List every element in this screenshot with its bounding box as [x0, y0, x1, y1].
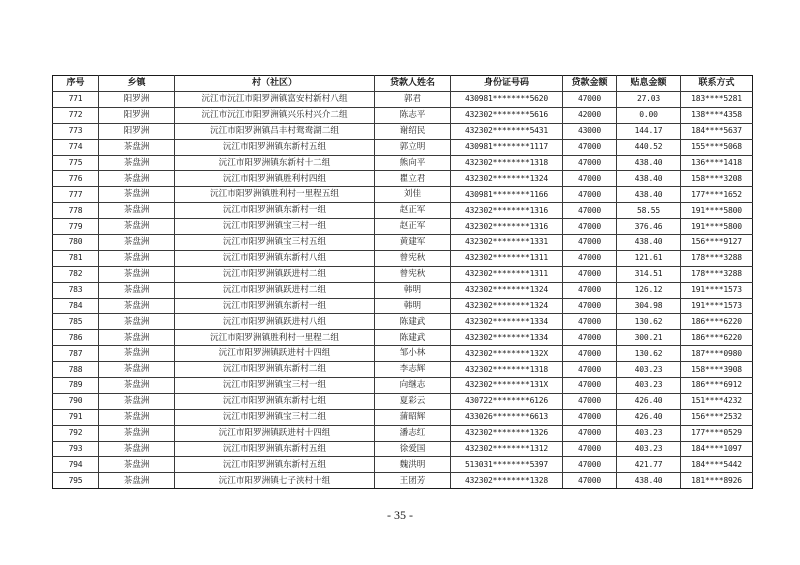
- loan-amount-cell: 47000: [563, 92, 617, 108]
- loan-amount-cell: 42000: [563, 107, 617, 123]
- seq-cell: 784: [53, 298, 99, 314]
- village-cell: 沅江市阳罗洲镇跃进村十四组: [175, 346, 375, 362]
- borrower-cell: 陈建武: [375, 330, 451, 346]
- town-cell: 茶盘洲: [99, 266, 175, 282]
- contact-cell: 186****6220: [681, 330, 753, 346]
- borrower-cell: 徐爱国: [375, 441, 451, 457]
- table-row: [53, 187, 753, 203]
- village-cell: 沅江市阳罗洲镇东新村五组: [175, 139, 375, 155]
- borrower-cell: 韩明: [375, 298, 451, 314]
- borrower-cell: 魏洪明: [375, 457, 451, 473]
- seq-cell: 789: [53, 378, 99, 394]
- table-row: [53, 171, 753, 187]
- town-cell: 阳罗洲: [99, 107, 175, 123]
- contact-cell: 177****1652: [681, 187, 753, 203]
- contact-cell: 156****2532: [681, 409, 753, 425]
- table-header-row: [53, 76, 753, 92]
- village-cell: 沅江市沅江市阳罗洲镇富安村新村八组: [175, 92, 375, 108]
- header-col-loan-amount: 贷款金额: [563, 76, 617, 92]
- subsidy-amount-cell: 426.40: [617, 409, 681, 425]
- header-col-seq: 序号: [53, 76, 99, 92]
- table-row: [53, 235, 753, 251]
- village-cell: 沅江市阳罗洲镇跃进村十四组: [175, 425, 375, 441]
- subsidy-amount-cell: 0.00: [617, 107, 681, 123]
- table-row: [53, 314, 753, 330]
- loan-amount-cell: 47000: [563, 266, 617, 282]
- village-cell: 沅江市阳罗洲镇七子浃村十组: [175, 473, 375, 489]
- contact-cell: 156****9127: [681, 235, 753, 251]
- town-cell: 茶盘洲: [99, 393, 175, 409]
- seq-cell: 779: [53, 219, 99, 235]
- header-col-borrower: 贷款人姓名: [375, 76, 451, 92]
- subsidy-amount-cell: 403.23: [617, 425, 681, 441]
- id-number-cell: 432302********1311: [451, 250, 563, 266]
- loan-amount-cell: 47000: [563, 393, 617, 409]
- seq-cell: 774: [53, 139, 99, 155]
- loan-amount-cell: 47000: [563, 441, 617, 457]
- seq-cell: 795: [53, 473, 99, 489]
- table-row: [53, 219, 753, 235]
- table-row: [53, 346, 753, 362]
- header-col-id-number: 身份证号码: [451, 76, 563, 92]
- subsidy-amount-cell: 403.23: [617, 441, 681, 457]
- village-cell: 沅江市阳罗洲镇宝三村一组: [175, 378, 375, 394]
- loan-amount-cell: 47000: [563, 425, 617, 441]
- subsidy-amount-cell: 438.40: [617, 187, 681, 203]
- table-body: [53, 92, 753, 489]
- table-row: [53, 107, 753, 123]
- subsidy-amount-cell: 426.40: [617, 393, 681, 409]
- town-cell: 茶盘洲: [99, 409, 175, 425]
- contact-cell: 158****3908: [681, 362, 753, 378]
- village-cell: 沅江市阳罗洲镇宝三村二组: [175, 409, 375, 425]
- table-row: [53, 362, 753, 378]
- subsidy-amount-cell: 403.23: [617, 362, 681, 378]
- seq-cell: 791: [53, 409, 99, 425]
- town-cell: 茶盘洲: [99, 441, 175, 457]
- id-number-cell: 430981********1117: [451, 139, 563, 155]
- town-cell: 阳罗洲: [99, 92, 175, 108]
- subsidy-amount-cell: 376.46: [617, 219, 681, 235]
- id-number-cell: 432302********1334: [451, 330, 563, 346]
- town-cell: 茶盘洲: [99, 457, 175, 473]
- contact-cell: 178****3288: [681, 250, 753, 266]
- borrower-cell: 向继志: [375, 378, 451, 394]
- borrower-cell: 陈建武: [375, 314, 451, 330]
- subsidy-amount-cell: 440.52: [617, 139, 681, 155]
- subsidy-amount-cell: 58.55: [617, 203, 681, 219]
- town-cell: 茶盘洲: [99, 139, 175, 155]
- town-cell: 茶盘洲: [99, 250, 175, 266]
- table-row: [53, 409, 753, 425]
- town-cell: 茶盘洲: [99, 346, 175, 362]
- borrower-cell: 蒲昭辉: [375, 409, 451, 425]
- loan-amount-cell: 47000: [563, 282, 617, 298]
- borrower-cell: 赵正军: [375, 203, 451, 219]
- town-cell: 茶盘洲: [99, 171, 175, 187]
- seq-cell: 771: [53, 92, 99, 108]
- table-row: [53, 378, 753, 394]
- contact-cell: 183****5281: [681, 92, 753, 108]
- borrower-cell: 潘志红: [375, 425, 451, 441]
- id-number-cell: 432302********1318: [451, 155, 563, 171]
- subsidy-amount-cell: 130.62: [617, 314, 681, 330]
- table-row: [53, 330, 753, 346]
- id-number-cell: 430981********1166: [451, 187, 563, 203]
- header-col-town: 乡镇: [99, 76, 175, 92]
- loan-amount-cell: 47000: [563, 235, 617, 251]
- id-number-cell: 432302********1316: [451, 203, 563, 219]
- subsidy-amount-cell: 438.40: [617, 473, 681, 489]
- borrower-cell: 刘佳: [375, 187, 451, 203]
- village-cell: 沅江市阳罗洲镇宝三村五组: [175, 235, 375, 251]
- table-row: [53, 250, 753, 266]
- table-row: [53, 266, 753, 282]
- village-cell: 沅江市阳罗洲镇东新村五组: [175, 457, 375, 473]
- borrower-cell: 曾宪秋: [375, 250, 451, 266]
- loan-subsidy-table: [52, 75, 753, 489]
- seq-cell: 793: [53, 441, 99, 457]
- table-row: [53, 425, 753, 441]
- contact-cell: 177****0529: [681, 425, 753, 441]
- borrower-cell: 赵正军: [375, 219, 451, 235]
- table-row: [53, 282, 753, 298]
- id-number-cell: 432302********1331: [451, 235, 563, 251]
- subsidy-amount-cell: 421.77: [617, 457, 681, 473]
- town-cell: 茶盘洲: [99, 425, 175, 441]
- loan-amount-cell: 47000: [563, 139, 617, 155]
- village-cell: 沅江市阳罗洲镇东新村一组: [175, 203, 375, 219]
- town-cell: 阳罗洲: [99, 123, 175, 139]
- subsidy-amount-cell: 27.03: [617, 92, 681, 108]
- id-number-cell: 432302********1316: [451, 219, 563, 235]
- loan-amount-cell: 47000: [563, 473, 617, 489]
- borrower-cell: 郭君: [375, 92, 451, 108]
- subsidy-amount-cell: 130.62: [617, 346, 681, 362]
- borrower-cell: 郭立明: [375, 139, 451, 155]
- village-cell: 沅江市阳罗洲镇宝三村一组: [175, 219, 375, 235]
- village-cell: 沅江市阳罗洲镇东新村五组: [175, 441, 375, 457]
- village-cell: 沅江市阳罗洲镇东新村一组: [175, 298, 375, 314]
- seq-cell: 786: [53, 330, 99, 346]
- village-cell: 沅江市阳罗洲镇跃进村八组: [175, 314, 375, 330]
- subsidy-amount-cell: 438.40: [617, 235, 681, 251]
- id-number-cell: 432302********1324: [451, 298, 563, 314]
- contact-cell: 187****0980: [681, 346, 753, 362]
- subsidy-amount-cell: 314.51: [617, 266, 681, 282]
- loan-amount-cell: 43000: [563, 123, 617, 139]
- town-cell: 茶盘洲: [99, 362, 175, 378]
- id-number-cell: 430981********5620: [451, 92, 563, 108]
- seq-cell: 788: [53, 362, 99, 378]
- loan-amount-cell: 47000: [563, 298, 617, 314]
- loan-amount-cell: 47000: [563, 409, 617, 425]
- table-row: [53, 123, 753, 139]
- seq-cell: 777: [53, 187, 99, 203]
- town-cell: 茶盘洲: [99, 155, 175, 171]
- id-number-cell: 432302********131X: [451, 378, 563, 394]
- seq-cell: 787: [53, 346, 99, 362]
- town-cell: 茶盘洲: [99, 235, 175, 251]
- borrower-cell: 黄建军: [375, 235, 451, 251]
- seq-cell: 775: [53, 155, 99, 171]
- village-cell: 沅江市阳罗洲镇东新村十二组: [175, 155, 375, 171]
- contact-cell: 191****5800: [681, 203, 753, 219]
- subsidy-amount-cell: 304.98: [617, 298, 681, 314]
- loan-amount-cell: 47000: [563, 171, 617, 187]
- village-cell: 沅江市阳罗洲镇胜利村一里程二组: [175, 330, 375, 346]
- town-cell: 茶盘洲: [99, 330, 175, 346]
- table-row: [53, 441, 753, 457]
- contact-cell: 191****1573: [681, 298, 753, 314]
- contact-cell: 184****1097: [681, 441, 753, 457]
- id-number-cell: 432302********1334: [451, 314, 563, 330]
- contact-cell: 136****1418: [681, 155, 753, 171]
- borrower-cell: 邹小林: [375, 346, 451, 362]
- table-row: [53, 92, 753, 108]
- seq-cell: 773: [53, 123, 99, 139]
- contact-cell: 186****6220: [681, 314, 753, 330]
- seq-cell: 790: [53, 393, 99, 409]
- town-cell: 茶盘洲: [99, 219, 175, 235]
- id-number-cell: 433026********6613: [451, 409, 563, 425]
- id-number-cell: 432302********1326: [451, 425, 563, 441]
- subsidy-amount-cell: 300.21: [617, 330, 681, 346]
- village-cell: 沅江市阳罗洲镇东新村二组: [175, 362, 375, 378]
- contact-cell: 181****8926: [681, 473, 753, 489]
- loan-amount-cell: 47000: [563, 250, 617, 266]
- borrower-cell: 陈志平: [375, 107, 451, 123]
- borrower-cell: 熊向平: [375, 155, 451, 171]
- subsidy-amount-cell: 438.40: [617, 171, 681, 187]
- subsidy-amount-cell: 121.61: [617, 250, 681, 266]
- seq-cell: 792: [53, 425, 99, 441]
- loan-amount-cell: 47000: [563, 187, 617, 203]
- seq-cell: 781: [53, 250, 99, 266]
- loan-amount-cell: 47000: [563, 314, 617, 330]
- town-cell: 茶盘洲: [99, 282, 175, 298]
- village-cell: 沅江市阳罗洲镇东新村八组: [175, 250, 375, 266]
- subsidy-amount-cell: 126.12: [617, 282, 681, 298]
- id-number-cell: 432302********1324: [451, 171, 563, 187]
- village-cell: 沅江市阳罗洲镇跃进村二组: [175, 266, 375, 282]
- seq-cell: 794: [53, 457, 99, 473]
- seq-cell: 772: [53, 107, 99, 123]
- subsidy-amount-cell: 438.40: [617, 155, 681, 171]
- village-cell: 沅江市阳罗洲镇吕丰村鸳鸯湖二组: [175, 123, 375, 139]
- contact-cell: 178****3288: [681, 266, 753, 282]
- borrower-cell: 李志辉: [375, 362, 451, 378]
- id-number-cell: 432302********1312: [451, 441, 563, 457]
- contact-cell: 191****1573: [681, 282, 753, 298]
- table-row: [53, 457, 753, 473]
- borrower-cell: 夏彩云: [375, 393, 451, 409]
- village-cell: 沅江市沅江市阳罗洲镇兴乐村兴介二组: [175, 107, 375, 123]
- header-col-subsidy-amount: 贴息金额: [617, 76, 681, 92]
- loan-amount-cell: 47000: [563, 362, 617, 378]
- id-number-cell: 432302********1328: [451, 473, 563, 489]
- contact-cell: 186****6912: [681, 378, 753, 394]
- table-row: [53, 393, 753, 409]
- town-cell: 茶盘洲: [99, 187, 175, 203]
- loan-amount-cell: 47000: [563, 457, 617, 473]
- header-col-contact: 联系方式: [681, 76, 753, 92]
- borrower-cell: 曾宪秋: [375, 266, 451, 282]
- village-cell: 沅江市阳罗洲镇胜利村四组: [175, 171, 375, 187]
- borrower-cell: 谢绍民: [375, 123, 451, 139]
- id-number-cell: 432302********1311: [451, 266, 563, 282]
- seq-cell: 778: [53, 203, 99, 219]
- contact-cell: 158****3208: [681, 171, 753, 187]
- seq-cell: 783: [53, 282, 99, 298]
- village-cell: 沅江市阳罗洲镇胜利村一里程五组: [175, 187, 375, 203]
- village-cell: 沅江市阳罗洲镇跃进村二组: [175, 282, 375, 298]
- subsidy-amount-cell: 403.23: [617, 378, 681, 394]
- contact-cell: 155****5068: [681, 139, 753, 155]
- contact-cell: 184****5637: [681, 123, 753, 139]
- contact-cell: 191****5800: [681, 219, 753, 235]
- table-row: [53, 203, 753, 219]
- contact-cell: 184****5442: [681, 457, 753, 473]
- borrower-cell: 韩明: [375, 282, 451, 298]
- header-col-village: 村（社区）: [175, 76, 375, 92]
- seq-cell: 785: [53, 314, 99, 330]
- loan-amount-cell: 47000: [563, 330, 617, 346]
- town-cell: 茶盘洲: [99, 203, 175, 219]
- page-number: - 35 -: [387, 508, 413, 522]
- id-number-cell: 432302********1324: [451, 282, 563, 298]
- borrower-cell: 王团芳: [375, 473, 451, 489]
- contact-cell: 151****4232: [681, 393, 753, 409]
- seq-cell: 780: [53, 235, 99, 251]
- town-cell: 茶盘洲: [99, 473, 175, 489]
- seq-cell: 782: [53, 266, 99, 282]
- id-number-cell: 432302********132X: [451, 346, 563, 362]
- contact-cell: 138****4358: [681, 107, 753, 123]
- subsidy-amount-cell: 144.17: [617, 123, 681, 139]
- table-row: [53, 473, 753, 489]
- table-row: [53, 298, 753, 314]
- town-cell: 茶盘洲: [99, 314, 175, 330]
- table-row: [53, 155, 753, 171]
- village-cell: 沅江市阳罗洲镇东新村七组: [175, 393, 375, 409]
- seq-cell: 776: [53, 171, 99, 187]
- table-row: [53, 139, 753, 155]
- loan-amount-cell: 47000: [563, 219, 617, 235]
- borrower-cell: 瞿立君: [375, 171, 451, 187]
- town-cell: 茶盘洲: [99, 298, 175, 314]
- id-number-cell: 432302********5431: [451, 123, 563, 139]
- id-number-cell: 430722********6126: [451, 393, 563, 409]
- loan-amount-cell: 47000: [563, 378, 617, 394]
- id-number-cell: 432302********1318: [451, 362, 563, 378]
- loan-amount-cell: 47000: [563, 346, 617, 362]
- loan-amount-cell: 47000: [563, 203, 617, 219]
- id-number-cell: 432302********5616: [451, 107, 563, 123]
- id-number-cell: 513031********5397: [451, 457, 563, 473]
- town-cell: 茶盘洲: [99, 378, 175, 394]
- loan-amount-cell: 47000: [563, 155, 617, 171]
